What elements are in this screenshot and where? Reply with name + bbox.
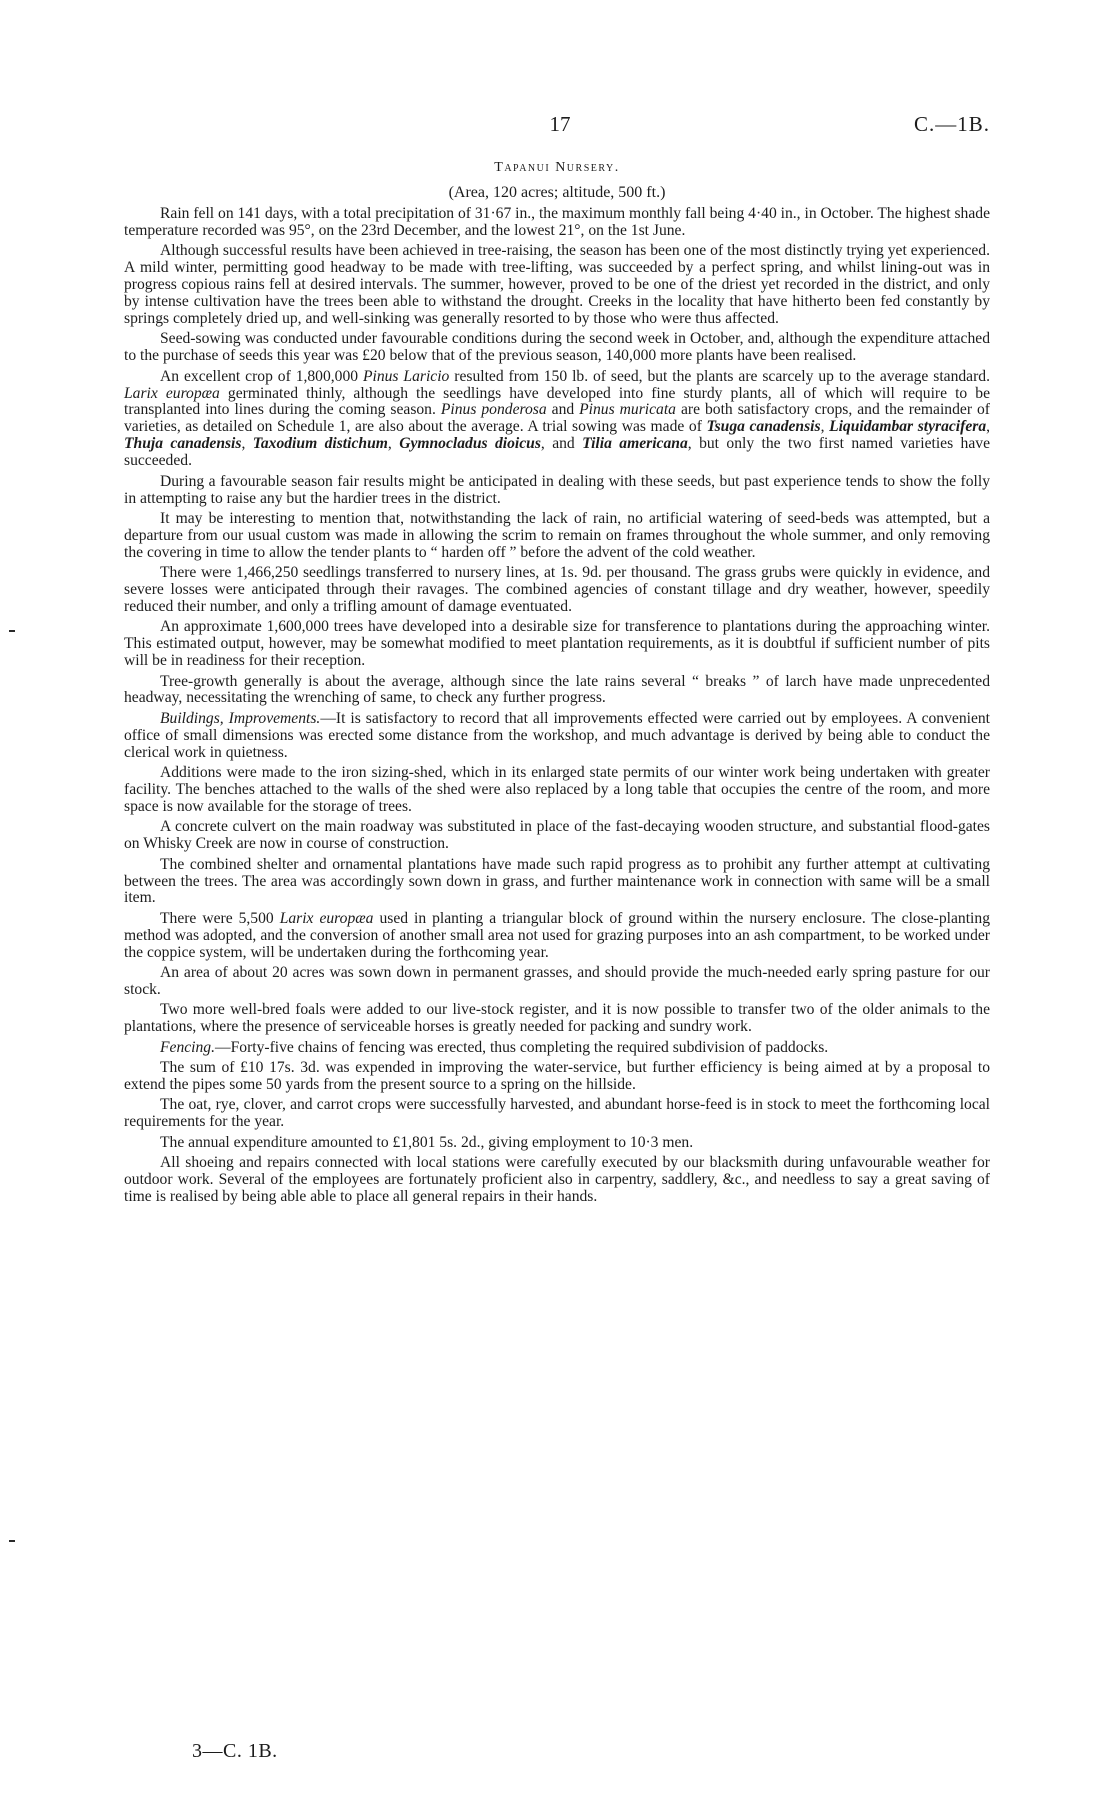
paragraph-buildings bbox=[124, 711, 990, 762]
paragraph-crops bbox=[124, 369, 990, 470]
paragraph-seed-sowing: Seed-sowing was conducted under favourable conditions during the second week in October, and, although the expenditure attached to the purchase of seeds this year was £20 below that of the previous season, 140,000 more plants have been realised. bbox=[124, 330, 990, 365]
body-text bbox=[124, 206, 990, 1209]
paragraph-plantations: The combined shelter and ornamental plantations have made such rapid progress as to prohibit any further attempt at cultivating between the trees. The area was accordingly sown down in grass, and further maintenance work in connection with same will be a small item. bbox=[124, 855, 990, 907]
species-name: Larix europæa bbox=[124, 384, 220, 402]
text-run: are both satisfactory crops, and the remainder of varieties, as detailed on Schedule 1, are also about the average. A trial sowing was made of bbox=[124, 401, 990, 436]
text-run: , bbox=[387, 435, 400, 453]
report-code: C.—1B. bbox=[913, 112, 990, 136]
paragraph-season: Although successful results have been achieved in tree-raising, the season has been one of the most distinctly trying yet experienced. A mild winter, permitting good headway to be made with tree-lifting, was succeeded by a perfect spring, and whilst lining-out was in progress copious rains fell at desired intervals. The summer, however, proved to be one of the driest yet recorded in the district, and only by intense cultivation have the trees been able to withstand the drought. Creeks in the locality that have hitherto been fed constantly by springs completely dried up, and well-sinking was generally resorted to by those who were thus affected. bbox=[124, 242, 990, 327]
text-run: , and bbox=[540, 435, 583, 453]
paragraph-larix-block bbox=[124, 911, 990, 962]
footer-signature: 3—C. 1B. bbox=[192, 1740, 278, 1762]
text-run: There were 5,500 bbox=[160, 909, 280, 927]
section-subtitle: (Area, 120 acres; altitude, 500 ft.) bbox=[448, 184, 666, 201]
species-name: Tilia americana bbox=[582, 435, 688, 453]
text-run: and bbox=[546, 401, 580, 419]
text-run: , bbox=[820, 418, 830, 436]
paragraph-watering: It may be interesting to mention that, notwithstanding the lack of rain, no artificial watering of seed-beds was attempted, but a departure from our usual custom was made in allowing the scrim to remain on frames throughout the whole summer, and only removing the covering in time to allow the tender plants to “ harden off ” before the advent of the cold weather. bbox=[124, 509, 990, 561]
paragraph-water-service: The sum of £10 17s. 3d. was expended in improving the water-service, but further efficiency is being aimed at by a proposal to extend the pipes some 50 yards from the present source to a spring on the hillside. bbox=[124, 1059, 990, 1093]
paragraph-pasture: An area of about 20 acres was sown down in permanent grasses, and should provide the much-needed early spring pasture for our stock. bbox=[124, 964, 990, 998]
paragraph-seedlings: There were 1,466,250 seedlings transferred to nursery lines, at 1s. 9d. per thousand. The grass grubs were quickly in evidence, and severe losses were anticipated through their ravages. The combined agencies of constant tillage and dry weather, however, speedily reduced their number, and only a trifling amount of damage eventuated. bbox=[124, 564, 990, 615]
subheading: Fencing. bbox=[160, 1038, 215, 1056]
paragraph-sizing-shed: Additions were made to the iron sizing-shed, which in its enlarged state permits of our winter work being undertaken with greater facility. The benches attached to the walls of the shed were also replaced by a long table that occupies the centre of the room, and more space is now available for the storage of trees. bbox=[124, 764, 990, 815]
paragraph-expenditure: The annual expenditure amounted to £1,801 5s. 2d., giving employment to 10·3 men. bbox=[160, 1133, 694, 1151]
page-number: 17 bbox=[549, 112, 571, 136]
paragraph-fencing bbox=[124, 1040, 990, 1057]
species-name: Tsuga canadensis bbox=[706, 418, 821, 436]
text-run: An excellent crop of 1,800,000 bbox=[160, 367, 363, 385]
species-name: Pinus Laricio bbox=[362, 367, 450, 385]
text-run: —It is satisfactory to record that all improvements effected were carried out by employees. A convenient office of small dimensions was erected some distance from the workshop, and much advantage is derived by being able to conduct the clerical work in quietness. bbox=[124, 709, 990, 761]
text-run: , but only the two first named varieties have succeeded. bbox=[124, 435, 990, 470]
species-name: Pinus ponderosa bbox=[440, 401, 547, 419]
margin-mark bbox=[9, 630, 15, 632]
species-name: Gymnocladus dioicus bbox=[399, 435, 541, 453]
text-run: —Forty-five chains of fencing was erected, thus completing the required subdivision of paddocks. bbox=[215, 1038, 829, 1056]
paragraph-repairs: All shoeing and repairs connected with local stations were carefully executed by our blacksmith during unfavourable weather for outdoor work. Several of the employees are fortunately proficient also in carpentry, saddlery, &c., and needless to say a great saving of time is realised by being able able to place all general repairs in their hands. bbox=[124, 1154, 990, 1205]
paragraph-favourable-season: During a favourable season fair results might be anticipated in dealing with these seeds, but past experience tends to show the folly in attempting to raise any but the hardier trees in the district. bbox=[124, 472, 990, 507]
paragraph-culvert: A concrete culvert on the main roadway was substituted in place of the fast-decaying wooden structure, and substantial flood-gates on Whisky Creek are now in course of construction. bbox=[124, 818, 990, 853]
margin-mark bbox=[9, 1540, 15, 1542]
text-run: resulted from 150 lb. of seed, but the plants are scarcely up to the average standard. bbox=[449, 367, 990, 385]
species-name: Taxodium distichum bbox=[252, 435, 388, 453]
paragraph-rainfall: Rain fell on 141 days, with a total precipitation of 31·67 in., the maximum monthly fall being 4·40 in., in October. The highest shade temperature recorded was 95°, on the 23rd December, and the lowest 21°, on the 1st June. bbox=[124, 205, 990, 239]
species-name: Liquidambar styracifera bbox=[829, 418, 987, 436]
paragraph-output: An approximate 1,600,000 trees have developed into a desirable size for transference to plantations during the approaching winter. This estimated output, however, may be somewhat modified to meet plantation requirements, as it is doubtful if sufficient number of pits will be in readiness for their reception. bbox=[124, 618, 990, 670]
paragraph-tree-growth: Tree-growth generally is about the average, although since the late rains several “ breaks ” of larch have made unprecedented headway, necessitating the wrenching of same, to check any further progress. bbox=[124, 672, 990, 707]
text-run: used in planting a triangular block of ground within the nursery enclosure. The close-planting method was adopted, and the conversion of another small area not used for grazing purposes into an ash compartment, to be worked under the coppice system, will be undertaken during the forthcoming year. bbox=[124, 909, 990, 961]
species-name: Larix europæa bbox=[279, 909, 374, 927]
section-title: Tapanui Nursery. bbox=[494, 160, 620, 175]
subheading: Buildings, Improvements. bbox=[160, 709, 321, 727]
text-run: , bbox=[241, 435, 253, 453]
species-name: Thuja canadensis bbox=[124, 435, 242, 453]
text-run: , bbox=[986, 418, 991, 436]
paragraph-harvest: The oat, rye, clover, and carrot crops were successfully harvested, and abundant horse-feed is in stock to meet the forthcoming local requirements for the year. bbox=[124, 1096, 990, 1131]
species-name: Pinus muricata bbox=[579, 401, 676, 419]
paragraph-livestock: Two more well-bred foals were added to our live-stock register, and it is now possible to transfer two of the older animals to the plantations, where the presence of serviceable horses is greatly needed for packing and sundry work. bbox=[124, 1001, 990, 1036]
text-run: germinated thinly, although the seedlings have developed into fine sturdy plants, all of which will require to be transplanted into lines during the coming season. bbox=[124, 384, 990, 419]
